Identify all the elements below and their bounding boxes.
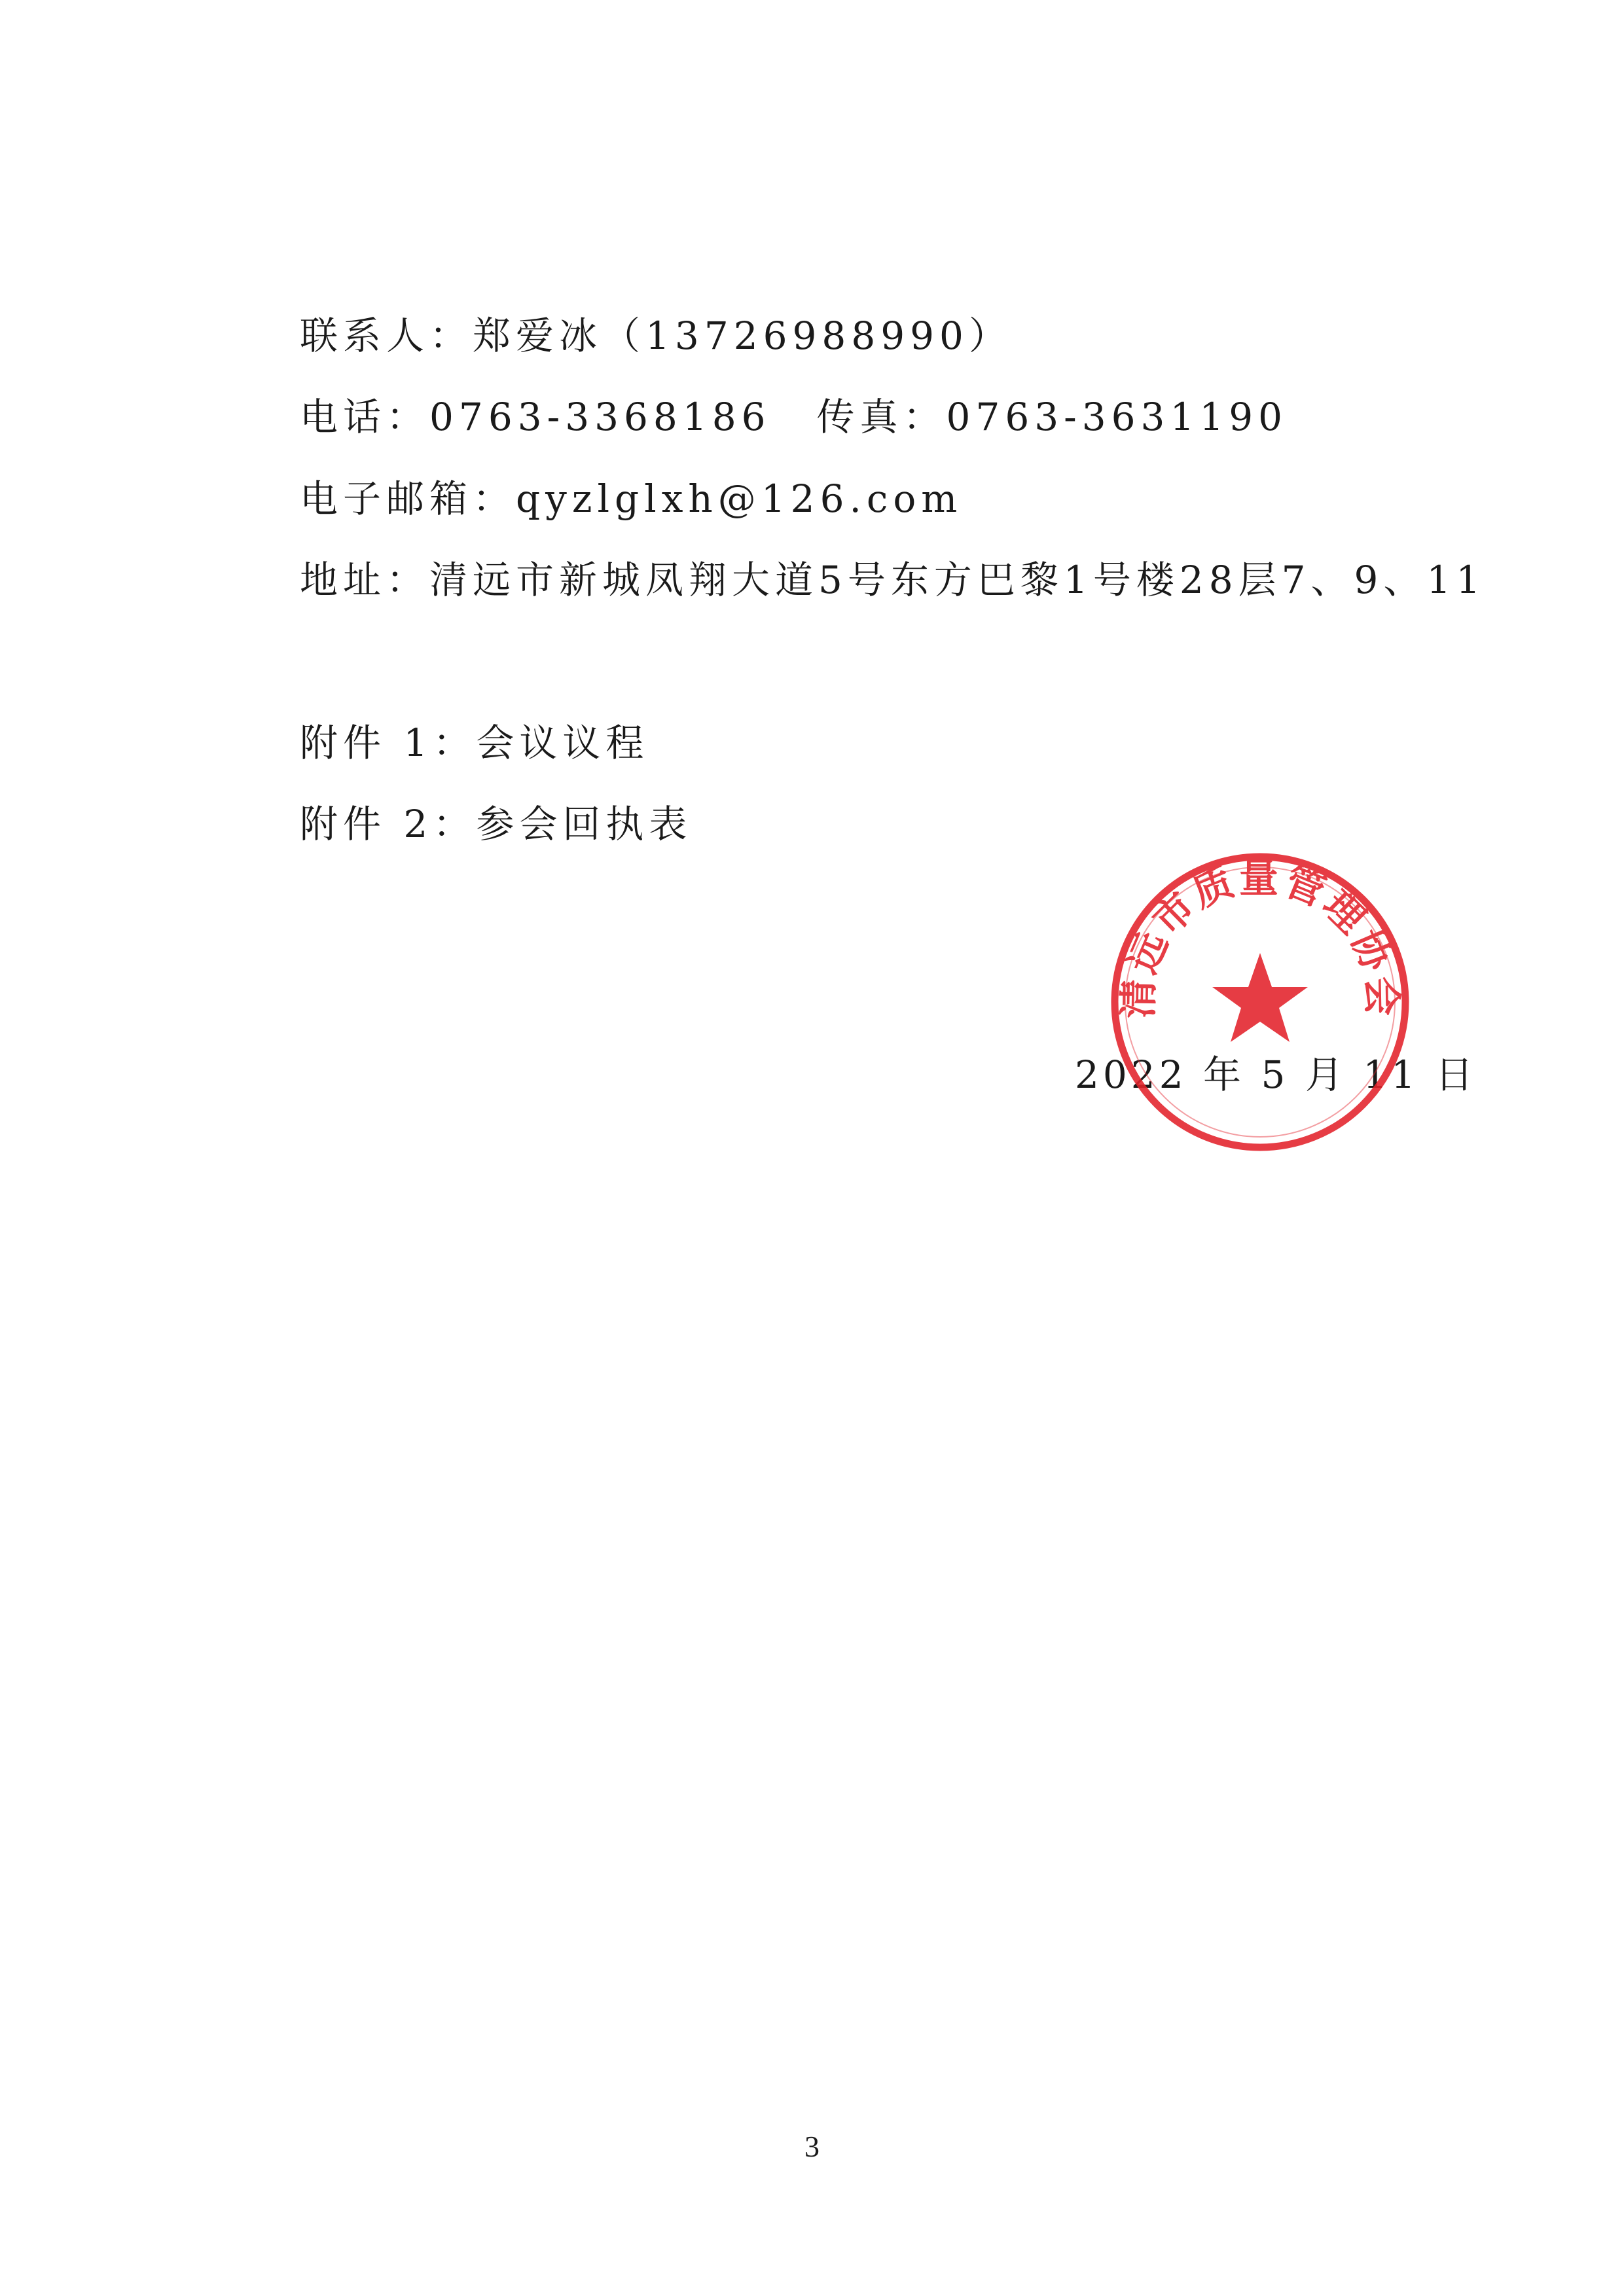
attachment-2: 附件 2：参会回执表 <box>300 802 693 846</box>
seal-star-icon <box>1212 953 1308 1042</box>
contact-person-value: 郑爱冰（13726988990） <box>473 314 1012 358</box>
contact-person-line <box>300 310 1012 362</box>
attachment-1: 附件 1：会议议程 <box>300 721 649 765</box>
organization-seal-stamp <box>1106 848 1414 1156</box>
address-line <box>300 554 1485 606</box>
fax-value: 0763-3631190 <box>946 395 1288 439</box>
email-label: 电子邮箱： <box>300 476 516 521</box>
seal-arc-text: 清远市质量管理协会 <box>1115 855 1405 1019</box>
address-label: 地址： <box>300 558 430 602</box>
phone-fax-line <box>300 391 1288 443</box>
address-value: 清远市新城凤翔大道5号东方巴黎1号楼28层7、9、11 <box>429 558 1486 602</box>
page-number: 3 <box>804 2130 820 2163</box>
phone-label: 电话： <box>300 395 430 439</box>
fax-label: 传真： <box>816 395 947 439</box>
phone-value: 0763-3368186 <box>429 395 771 439</box>
contact-person-label: 联系人： <box>300 314 473 358</box>
document-date: 2022 年 5 月 11 日 <box>1075 1052 1477 1097</box>
email-line <box>300 473 962 525</box>
email-value: qyzlglxh@126.com <box>516 476 963 521</box>
